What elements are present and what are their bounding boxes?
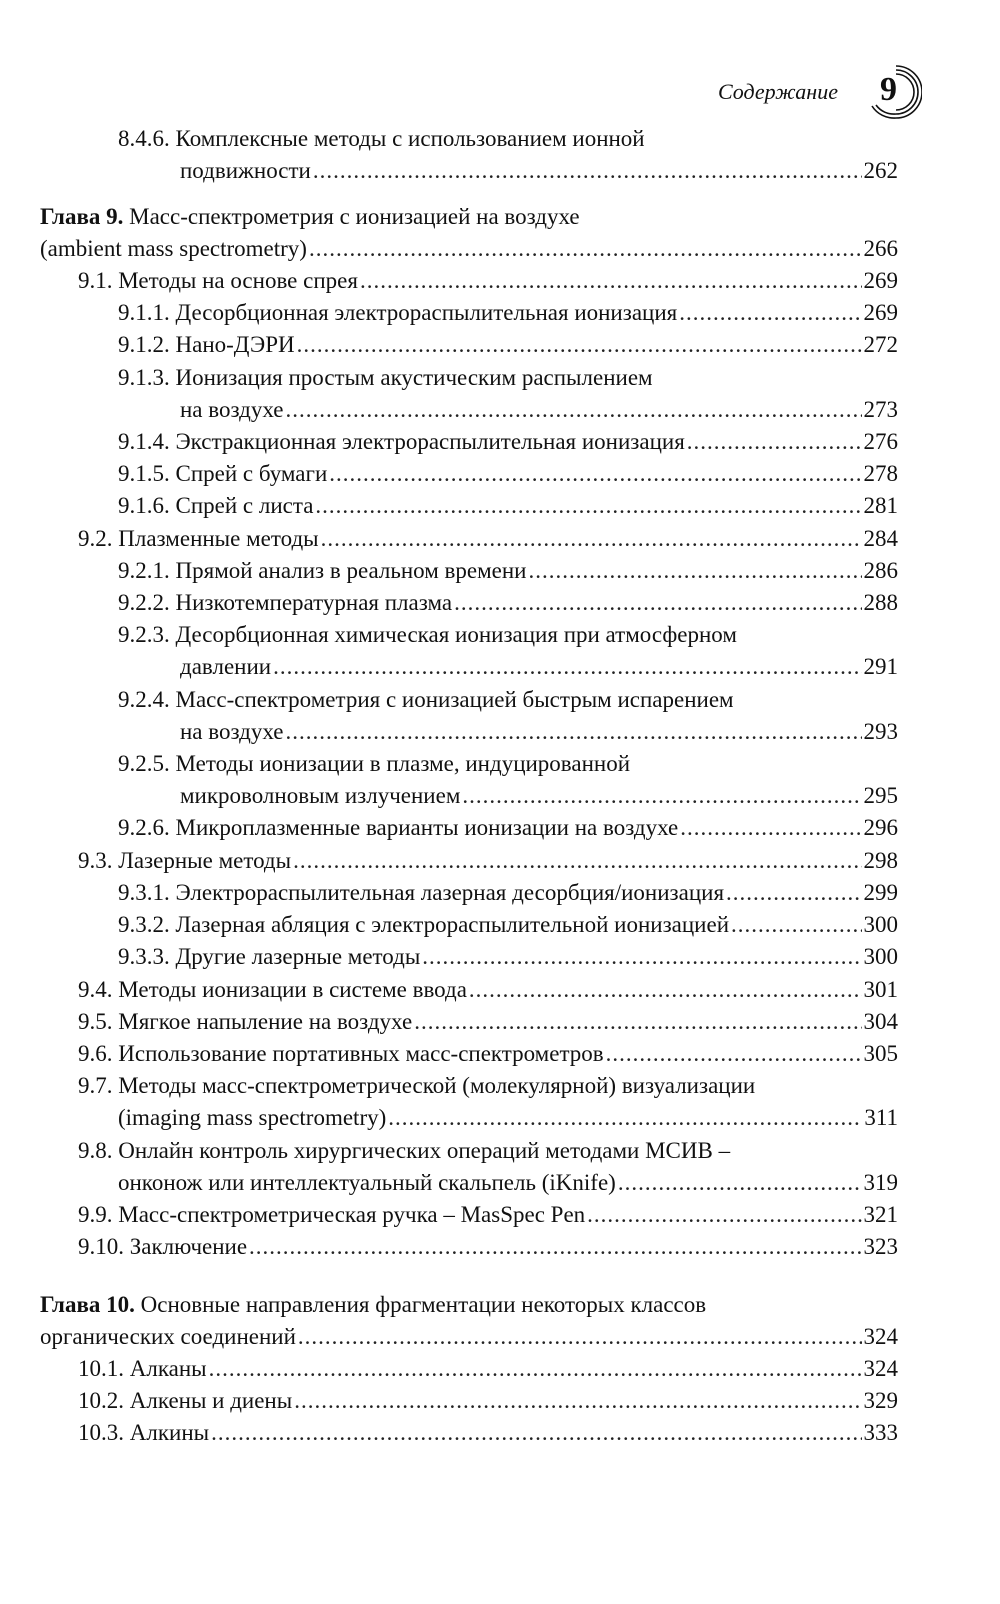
toc-chapter-heading: [40, 202, 898, 232]
dot-leader: [315, 491, 861, 521]
toc-line: [78, 1071, 898, 1101]
dot-leader: [731, 910, 861, 940]
toc-line: [118, 363, 898, 393]
toc-entry-text: 9.4. Методы ионизации в системе ввода: [78, 977, 467, 1002]
dot-leader: [360, 266, 862, 296]
toc-page-number: 301: [863, 977, 898, 1002]
toc-entry-text: 10.3. Алкины: [78, 1420, 210, 1445]
toc-page-number: 266: [863, 236, 898, 261]
toc-line: [118, 491, 898, 521]
toc-page-number: 300: [863, 944, 898, 969]
page-number: 9: [880, 71, 897, 108]
dot-leader: [293, 846, 861, 876]
toc-entry-text: 9.1.1. Десорбционная электрораспылительная ионизация: [118, 300, 678, 325]
dot-leader: [297, 330, 862, 360]
dot-leader: [687, 427, 862, 457]
toc-page-number: 296: [863, 815, 898, 840]
dot-leader: [422, 942, 861, 972]
toc-line: [180, 395, 898, 425]
toc-page-number: 299: [863, 880, 898, 905]
toc-page-number: 276: [863, 429, 898, 454]
toc-line: [78, 846, 898, 876]
dot-leader: [209, 1354, 862, 1384]
toc-page-number: 278: [863, 461, 898, 486]
toc-entry-text: микроволновым излучением: [180, 783, 461, 808]
toc-page-number: 321: [863, 1202, 898, 1227]
toc-page-number: 311: [864, 1105, 898, 1130]
toc-page-number: 262: [863, 158, 898, 183]
dot-leader: [211, 1418, 861, 1448]
dot-leader: [388, 1103, 862, 1133]
dot-leader: [528, 556, 861, 586]
toc-line: [118, 427, 898, 457]
dot-leader: [285, 717, 861, 747]
toc-line: [78, 1007, 898, 1037]
toc-entry-text: 9.2.1. Прямой анализ в реальном времени: [118, 558, 527, 583]
toc-page-number: 288: [863, 590, 898, 615]
toc-entry-text: подвижности: [180, 158, 311, 183]
toc-line: [118, 459, 898, 489]
toc-line: [118, 330, 898, 360]
toc-line: [118, 685, 898, 715]
toc-line: [180, 652, 898, 682]
toc-entry-text: 9.2. Плазменные методы: [78, 526, 319, 551]
dot-leader: [273, 652, 861, 682]
toc-page-number: 293: [863, 719, 898, 744]
toc-line: [78, 1418, 898, 1448]
dot-leader: [309, 234, 862, 264]
toc-line: [118, 878, 898, 908]
dot-leader: [294, 1386, 861, 1416]
toc-line: [118, 298, 898, 328]
dot-leader: [726, 878, 861, 908]
toc-entry-text: 9.1.4. Экстракционная электрораспылительная ионизация: [118, 429, 685, 454]
toc-line: [40, 1322, 898, 1352]
toc-page-number: 324: [863, 1356, 898, 1381]
toc-entry-text: онконож или интеллектуальный скальпель (iKnife): [118, 1170, 616, 1195]
toc-entry-text: 9.1.2. Нано-ДЭРИ: [118, 332, 295, 357]
dot-leader: [249, 1232, 861, 1262]
toc-line: [118, 942, 898, 972]
toc-line: [78, 524, 898, 554]
toc-entry-text: 9.1.6. Спрей с листа: [118, 493, 314, 518]
toc-line: [180, 156, 898, 186]
dot-leader: [414, 1007, 861, 1037]
dot-leader: [298, 1322, 862, 1352]
toc-entry-text: 9.10. Заключение: [78, 1234, 248, 1259]
toc-entry-text: (ambient mass spectrometry): [40, 236, 307, 261]
header-title: Содержание: [717, 79, 838, 104]
toc-page-number: 295: [863, 783, 898, 808]
toc-page-number: 286: [863, 558, 898, 583]
toc-entry-text: органических соединений: [40, 1324, 296, 1349]
dot-leader: [321, 524, 862, 554]
toc-page-number: 319: [863, 1170, 898, 1195]
toc-entry-text: 9.2.6. Микроплазменные варианты ионизации на воздухе: [118, 815, 679, 840]
toc-line: [78, 1200, 898, 1230]
toc-chapter-heading: [40, 1290, 898, 1320]
toc-entry-text: Масс-спектрометрия с ионизацией на воздухе: [129, 204, 580, 229]
toc-entry-text: 9.3.2. Лазерная абляция с электрораспылительной ионизацией: [118, 912, 730, 937]
dot-leader: [587, 1200, 861, 1230]
toc-entry-text: 10.2. Алкены и диены: [78, 1388, 293, 1413]
dot-leader: [313, 156, 862, 186]
toc-line: [78, 1386, 898, 1416]
toc-entry-text: 9.1.3. Ионизация простым акустическим распылением: [118, 365, 653, 390]
toc-line: [40, 234, 898, 264]
dot-leader: [285, 395, 861, 425]
toc-entry-text: 8.4.6. Комплексные методы с использованием ионной: [118, 126, 645, 151]
dot-leader: [679, 298, 861, 328]
toc-line: [78, 1136, 898, 1166]
toc-entry-text: на воздухе: [180, 719, 284, 744]
toc-entry-text: на воздухе: [180, 397, 284, 422]
toc-line: [118, 556, 898, 586]
toc-entry-text: 9.8. Онлайн контроль хирургических операций методами МСИВ –: [78, 1138, 731, 1163]
toc-line: [180, 781, 898, 811]
toc-line: [78, 266, 898, 296]
toc-entry-text: 9.3. Лазерные методы: [78, 848, 292, 873]
toc-page-number: 284: [863, 526, 898, 551]
toc-page-number: 324: [863, 1324, 898, 1349]
toc-entry-text: 9.5. Мягкое напыление на воздухе: [78, 1009, 413, 1034]
toc-entry-text: 9.2.2. Низкотемпературная плазма: [118, 590, 453, 615]
toc-page-number: 300: [863, 912, 898, 937]
toc-entry-text: 9.3.1. Электрораспылительная лазерная десорбция/ионизация: [118, 880, 725, 905]
toc-entry-text: давлении: [180, 654, 272, 679]
toc-line: [118, 910, 898, 940]
dot-leader: [606, 1039, 862, 1069]
page-number-badge: [866, 62, 922, 122]
toc-entry-text: (imaging mass spectrometry): [118, 1105, 387, 1130]
toc-line: [118, 749, 898, 779]
toc-line: [118, 1103, 898, 1133]
toc-page-number: 269: [863, 300, 898, 325]
chapter-label: Глава 9.: [40, 204, 124, 229]
toc-entry-text: 9.3.3. Другие лазерные методы: [118, 944, 421, 969]
toc-page-number: 304: [863, 1009, 898, 1034]
toc-entry-text: 9.2.4. Масс-спектрометрия с ионизацией быстрым испарением: [118, 687, 734, 712]
toc-line: [118, 813, 898, 843]
toc-page-number: 273: [863, 397, 898, 422]
dot-leader: [329, 459, 861, 489]
toc-entry-text: 9.1. Методы на основе спрея: [78, 268, 358, 293]
toc-page-number: 269: [863, 268, 898, 293]
toc-entry-text: 9.9. Масс-спектрометрическая ручка – MasSpec Pen: [78, 1202, 586, 1227]
toc-entry-text: 9.6. Использование портативных масс-спектрометров: [78, 1041, 604, 1066]
toc-page-number: 272: [863, 332, 898, 357]
toc-line: [78, 1232, 898, 1262]
running-header: [718, 62, 922, 122]
toc-page-number: 333: [863, 1420, 898, 1445]
toc-page-number: 305: [863, 1041, 898, 1066]
dot-leader: [462, 781, 861, 811]
toc-entry-text: 10.1. Алканы: [78, 1356, 207, 1381]
dot-leader: [469, 975, 862, 1005]
toc-line: [118, 620, 898, 650]
toc-entry-text: Основные направления фрагментации некоторых классов: [140, 1292, 707, 1317]
dot-leader: [618, 1168, 862, 1198]
toc-entry-text: 9.2.3. Десорбционная химическая ионизация при атмосферном: [118, 622, 737, 647]
toc-entry-text: 9.1.5. Спрей с бумаги: [118, 461, 328, 486]
toc-line: [118, 1168, 898, 1198]
toc-line: [118, 588, 898, 618]
toc-line: [78, 1039, 898, 1069]
toc-entry-text: 9.7. Методы масс-спектрометрической (молекулярной) визуализации: [78, 1073, 756, 1098]
toc-page-number: 323: [863, 1234, 898, 1259]
toc-line: [118, 124, 898, 154]
dot-leader: [454, 588, 861, 618]
toc-page-number: 329: [863, 1388, 898, 1413]
chapter-label: Глава 10.: [40, 1292, 135, 1317]
toc-page-number: 281: [863, 493, 898, 518]
toc-line: [78, 975, 898, 1005]
toc-line: [180, 717, 898, 747]
dot-leader: [680, 813, 861, 843]
toc-line: [78, 1354, 898, 1384]
toc-page-number: 291: [863, 654, 898, 679]
toc-page-number: 298: [863, 848, 898, 873]
toc-entry-text: 9.2.5. Методы ионизации в плазме, индуцированной: [118, 751, 630, 776]
